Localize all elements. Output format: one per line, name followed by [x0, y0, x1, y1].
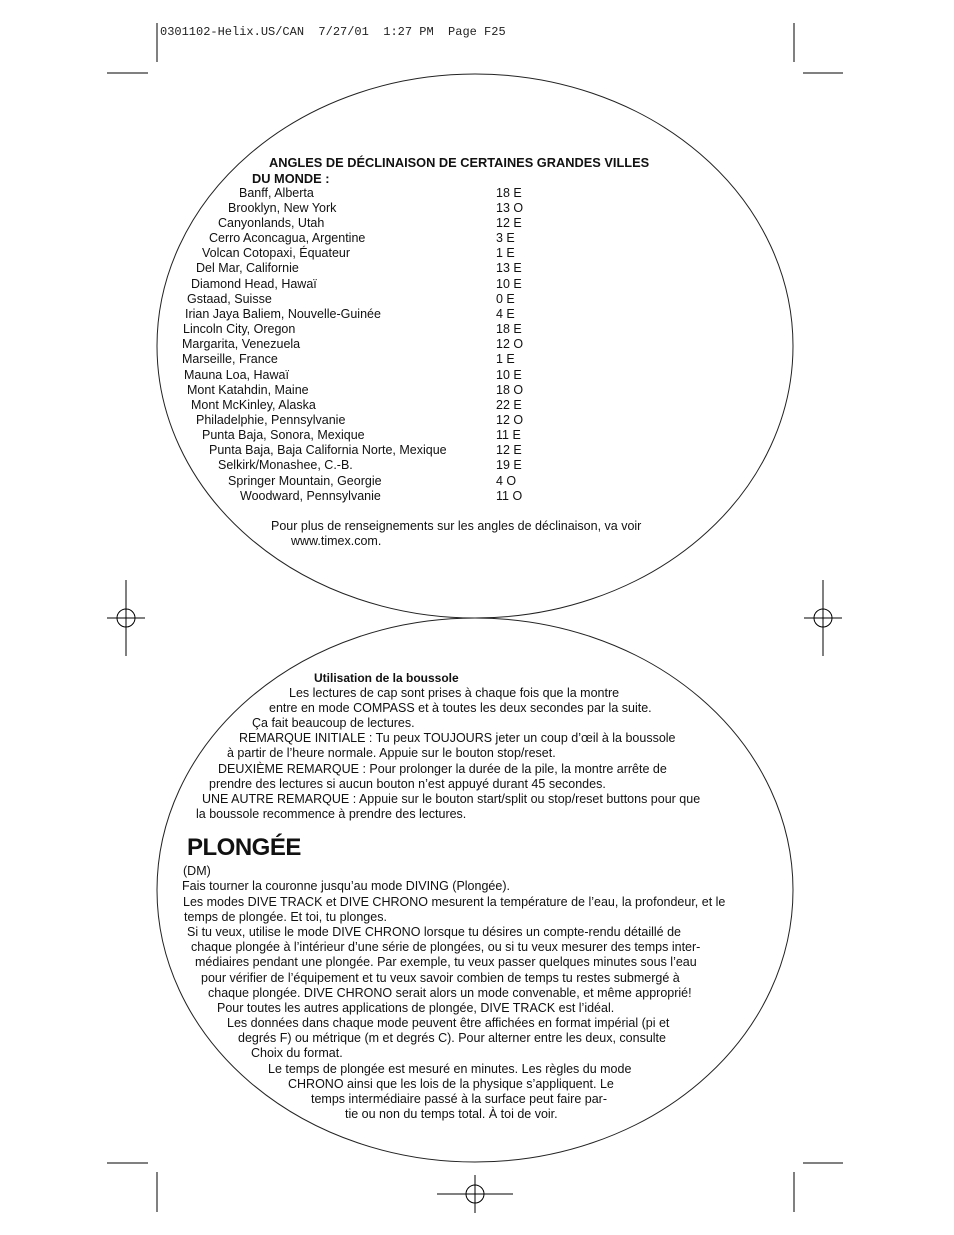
declination-value: 18 O [496, 383, 524, 397]
dive-line: médiaires pendant une plongée. Par exemple, tu veux passer quelques minutes sous l’eau [195, 955, 697, 969]
declination-value: 12 E [496, 216, 522, 230]
dive-line: Les données dans chaque mode peuvent être affichées en format impérial (pi et [227, 1016, 670, 1030]
city-name: Mont McKinley, Alaska [191, 398, 316, 412]
city-name: Selkirk/Monashee, C.-B. [218, 458, 353, 472]
city-name: Brooklyn, New York [228, 201, 337, 215]
dive-line: chaque plongée. DIVE CHRONO serait alors un mode convenable, et même approprié! [208, 986, 692, 1000]
declination-value: 13 E [496, 261, 522, 275]
city-name: Banff, Alberta [239, 186, 314, 200]
declination-value: 3 E [496, 231, 515, 245]
city-name: Del Mar, Californie [196, 261, 299, 275]
declination-value: 0 E [496, 292, 515, 306]
city-name: Lincoln City, Oregon [183, 322, 296, 336]
dive-line: chaque plongée à l’intérieur d’une série de plongées, ou si tu veux mesurer des temps inter- [191, 940, 701, 954]
website-text: www.timex.com. [291, 534, 382, 548]
declination-value: 11 E [496, 428, 521, 442]
compass-line: UNE AUTRE REMARQUE : Appuie sur le bouton start/split ou stop/reset buttons pour que [202, 792, 701, 806]
compass-line: REMARQUE INITIALE : Tu peux TOUJOURS jeter un coup d’œil à la boussole [239, 731, 676, 745]
registration-mark-left-icon [107, 580, 145, 656]
city-name: Philadelphie, Pennsylvanie [196, 413, 346, 427]
declination-value: 4 E [496, 307, 515, 321]
dive-line: CHRONO ainsi que les lois de la physique s’appliquent. Le [288, 1077, 614, 1091]
city-name: Diamond Head, Hawaï [191, 277, 317, 291]
compass-line: Ça fait beaucoup de lectures. [252, 716, 415, 730]
registration-mark-right-icon [804, 580, 842, 656]
dive-line: Fais tourner la couronne jusqu’au mode DIVING (Plongée). [182, 879, 510, 893]
declination-value: 10 E [496, 368, 522, 382]
registration-mark-bottom-icon [437, 1175, 513, 1213]
declination-value: 11 O [496, 489, 523, 503]
declination-value: 12 O [496, 413, 524, 427]
compass-line: la boussole recommence à prendre des lectures. [196, 807, 467, 821]
city-name: Punta Baja, Sonora, Mexique [202, 428, 365, 442]
dive-line: temps intermédiaire passé à la surface peut faire par- [311, 1092, 607, 1106]
declination-value: 12 O [496, 337, 524, 351]
compass-line: Les lectures de cap sont prises à chaque fois que la montre [289, 686, 620, 700]
declination-value: 13 O [496, 201, 524, 215]
city-name: Punta Baja, Baja California Norte, Mexique [209, 443, 447, 457]
declination-heading-line1: ANGLES DE DÉCLINAISON DE CERTAINES GRANDES VILLES [269, 155, 650, 170]
city-name: Margarita, Venezuela [182, 337, 301, 351]
compass-line: DEUXIÈME REMARQUE : Pour prolonger la durée de la pile, la montre arrête de [218, 762, 667, 776]
dive-line: tie ou non du temps total. À toi de voir. [345, 1107, 558, 1121]
compass-line: entre en mode COMPASS et à toutes les deux secondes par la suite. [269, 701, 652, 715]
city-name: Mont Katahdin, Maine [187, 383, 309, 397]
dive-line: Si tu veux, utilise le mode DIVE CHRONO lorsque tu désires un compte-rendu détaillé de [187, 925, 681, 939]
compass-line: à partir de l’heure normale. Appuie sur le bouton stop/reset. [227, 746, 556, 760]
declination-value: 18 E [496, 322, 522, 336]
city-name: Mauna Loa, Hawaï [184, 368, 289, 382]
city-name: Cerro Aconcagua, Argentine [209, 231, 366, 245]
dive-line: temps de plongée. Et toi, tu plonges. [184, 910, 387, 924]
dive-line: pour vérifier de l’équipement et tu veux savoir combien de temps tu restes submergé à [201, 971, 680, 985]
city-name: Woodward, Pennsylvanie [240, 489, 381, 503]
dive-line: degrés F) ou métrique (m et degrés C). Pour alterner entre les deux, consulte [238, 1031, 666, 1045]
dive-line: Les modes DIVE TRACK et DIVE CHRONO mesurent la température de l’eau, la profondeur, et le [183, 895, 726, 909]
city-name: Springer Mountain, Georgie [228, 474, 382, 488]
declination-value: 10 E [496, 277, 522, 291]
dive-line: Pour toutes les autres applications de plongée, DIVE TRACK est l’idéal. [217, 1001, 615, 1015]
declination-value: 12 E [496, 443, 522, 457]
declination-heading-line2: DU MONDE : [252, 171, 330, 186]
print-slug: 0301102-Helix.US/CAN 7/27/01 1:27 PM Page F25 [160, 25, 506, 39]
city-name: Marseille, France [182, 352, 278, 366]
declination-value: 22 E [496, 398, 522, 412]
dive-line: Le temps de plongée est mesuré en minutes. Les règles du mode [268, 1062, 632, 1076]
city-name: Gstaad, Suisse [187, 292, 272, 306]
compass-line: prendre des lectures si aucun bouton n’est appuyé durant 45 secondes. [209, 777, 606, 791]
city-name: Irian Jaya Baliem, Nouvelle-Guinée [185, 307, 381, 321]
compass-heading: Utilisation de la boussole [314, 671, 459, 685]
declination-value: 4 O [496, 474, 517, 488]
city-name: Volcan Cotopaxi, Équateur [202, 246, 351, 260]
dive-line: (DM) [183, 864, 211, 878]
declination-footer: Pour plus de renseignements sur les angles de déclinaison, va voir [271, 519, 642, 533]
declination-value: 1 E [496, 246, 515, 260]
dive-line: Choix du format. [251, 1046, 343, 1060]
declination-value: 18 E [496, 186, 522, 200]
declination-value: 1 E [496, 352, 515, 366]
dive-title: PLONGÉE [187, 834, 301, 861]
city-name: Canyonlands, Utah [218, 216, 325, 230]
declination-value: 19 E [496, 458, 522, 472]
